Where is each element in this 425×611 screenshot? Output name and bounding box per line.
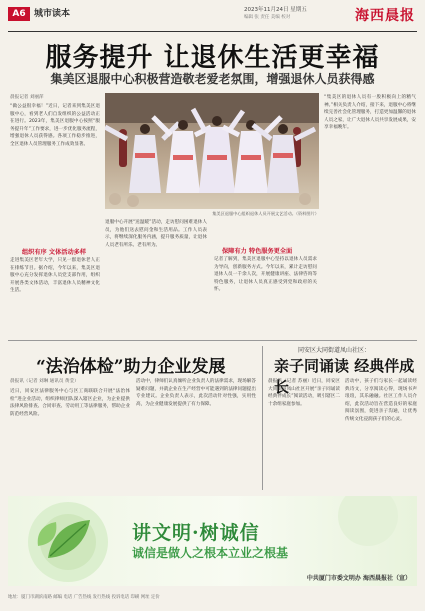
law-col1-text: 近日，同安区法律服务中心与区工商联联合开展“法治体检”进企业活动，组织律师团队深入辖区企业，为企业提供法律风险排查、合同审查、劳动用工等法律服务，帮助企业防范经营风险。 <box>10 389 130 417</box>
lead-col1-text2: 走进集美区老年大学，只见一群退休老人正在排练节目。据介绍，今年以来，集美区退服中心充分发挥退休人员党支部作用，组织开展各类文体活动，丰富退休人员精神文化生活。 <box>10 258 100 294</box>
banner-credit: 中共厦门市委文明办 海西晨报社（宣） <box>306 575 411 582</box>
header-rule <box>8 31 417 32</box>
page-header <box>8 5 417 31</box>
lead-col3-text: 记者了解到，集美区退服中心坚持以退休人员需求为导向，创新服务方式。今年以来，累计走访慰问退休人员一千余人次，开展健康讲座、法律咨询等特色服务，让退休人员真正感受到党和政府的关怀。 <box>214 257 317 293</box>
photo-illustration <box>105 93 319 209</box>
family-col2-text: 活动中，孩子们与家长一起诵读经典诗文，分享阅读心得，现场书声琅琅，其乐融融。社区工作人员介绍，此次活动旨在营造良好的家庭阅读氛围，促进亲子沟通，让优秀传统文化浸润孩子们的心灵。 <box>345 379 417 422</box>
lead-col1-text: “做公益很幸福！”近日，记者来到集美区退服中心，看到老人们自发组织的公益活动正在进行。2023年，集美区退服中心按照“服务提升年”工作要求，进一步优化服务流程，增强退休人员获得感。各项工作稳步推进，全区退休人员管理服务工作成效显著。 <box>10 104 100 147</box>
banner-title: 讲文明·树诚信 <box>132 522 260 544</box>
section-divider <box>8 340 417 341</box>
lead-subtitle-2: 保障有力 特色服务更全面 <box>222 248 293 255</box>
page-footer: 地址：厦门市湖滨南路 邮编 电话 广告热线 发行热线 投诉电话 印刷 网址 定价 <box>8 595 160 600</box>
lead-col2-text: 退服中心开展“送温暖”活动，走访慰问困难退休人员，为他们送去慰问金和生活用品。工作人员表示，将继续深化服务内涵，提升服务质量，让退休人员老有所乐、老有所为。 <box>105 220 207 248</box>
page-number: A6 <box>8 7 30 21</box>
family-headline: 亲子同诵读 经典伴成长 <box>274 357 415 396</box>
dance-performance-photo <box>105 93 319 209</box>
lead-subhead: 集美区退服中心积极营造敬老爱老氛围，增强退休人员获得感 <box>50 72 375 86</box>
family-col1-text: 晨报讯（记者 苏丽）近日，同安区大同街道凤山社区开展“亲子同诵读 经典伴成长”阅读活动，吸引辖区二十余组家庭参加。 <box>268 379 340 407</box>
lead-subtitle-1: 组织有序 文体活动多样 <box>22 249 87 256</box>
masthead-logo: 海西晨报 <box>355 8 415 24</box>
editor-credits: 编辑 张 责任 美编 校对 <box>244 15 291 20</box>
lead-col4-text: “集美区的退休人员有一股积极向上的精气神。”相关负责人介绍，接下来，退服中心将继续完善社会化管理服务，打造更加温馨的退休人员之家，让广大退休人员共享发展成果，安享幸福晚年。 <box>324 95 416 131</box>
section-name: 城市读本 <box>34 9 71 19</box>
lead-headline: 服务提升 让退休生活更幸福 <box>45 43 380 73</box>
civility-banner <box>8 496 417 586</box>
banner-subtitle: 诚信是做人之根本立业之根基 <box>132 546 289 560</box>
lead-byline: 晨报记者 刘丽萍 <box>10 95 44 100</box>
dateline: 2023年11月24日 星期五 <box>244 7 307 13</box>
photo-caption: 集美区退服中心组织退休人员开展文艺活动。（资料图片） <box>212 211 319 216</box>
law-headline: “法治体检”助力企业发展 <box>36 357 226 377</box>
column-divider <box>262 346 263 490</box>
law-byline: 晨报讯（记者 刘琳 通讯员 黄莹） <box>10 379 79 384</box>
family-kicker: 同安区大同街道凤山社区： <box>298 347 371 354</box>
law-col2-text: 活动中，律师们认真倾听企业负责人的法律需求，现场解答疑难问题，并就企业在生产经营中可能遇到的法律问题提出专业建议。企业负责人表示，此次活动针对性强，实用性高，为企业健康发展提供了有力保障。 <box>136 379 256 407</box>
